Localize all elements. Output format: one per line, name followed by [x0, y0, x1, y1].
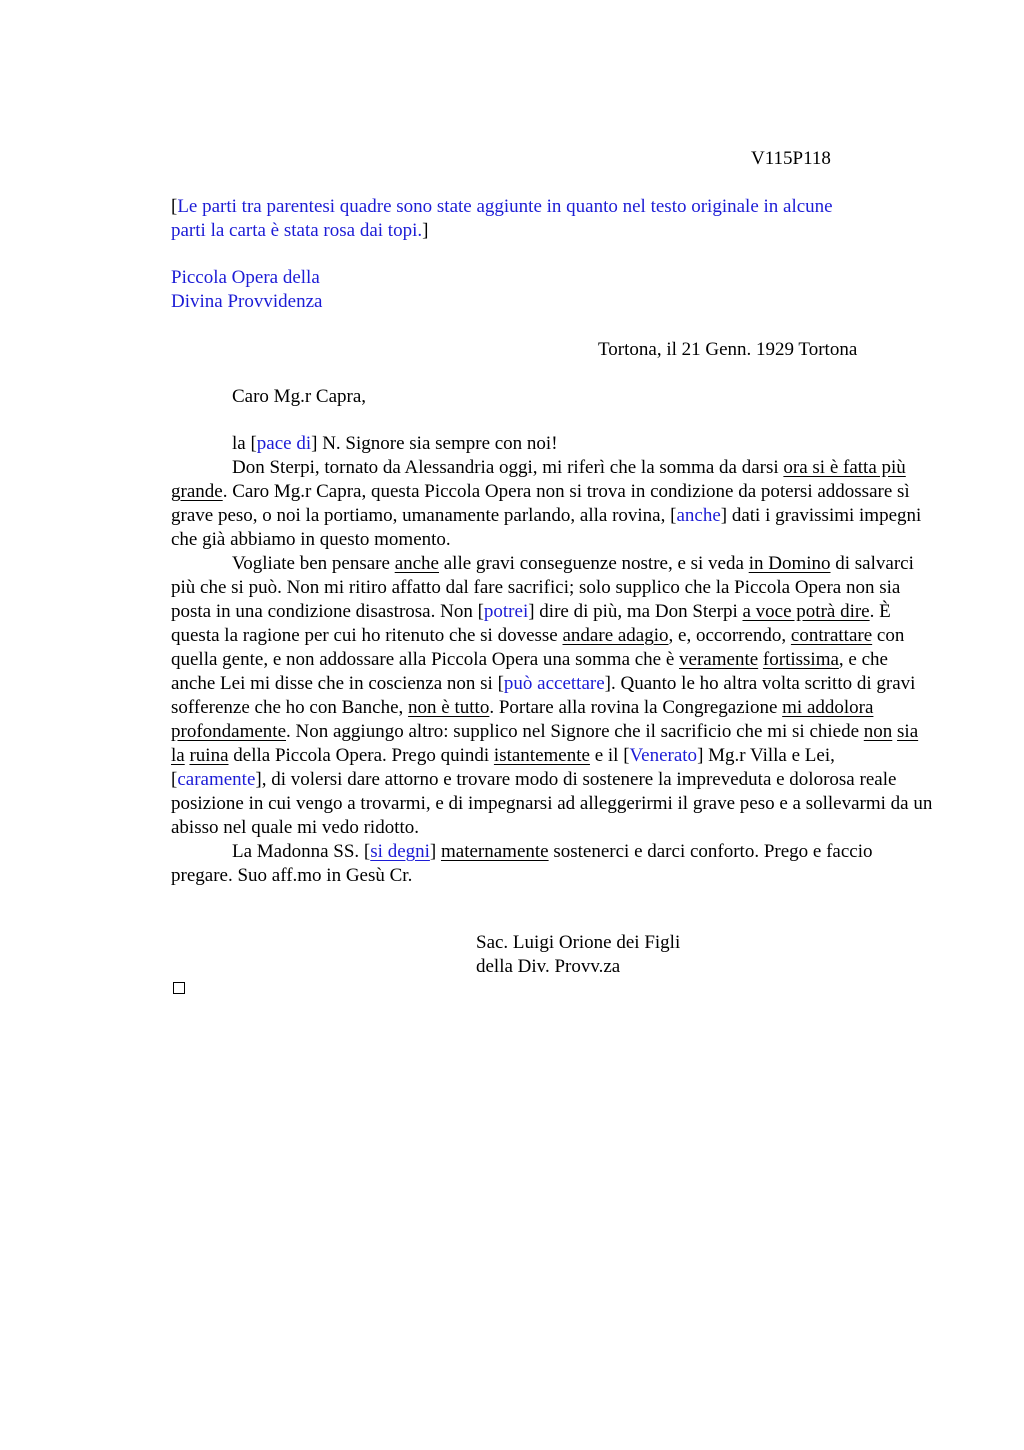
- underlined-text: anche: [394, 553, 439, 574]
- text-run: ] dire di più, ma Don Sterpi: [528, 601, 743, 622]
- text-run: La Madonna SS. [: [232, 841, 371, 862]
- text-run: ] dati i gravissimi impegni che già abbiamo in questo momento.: [171, 505, 922, 550]
- underlined-text: maternamente: [440, 841, 549, 862]
- editorial-insert: pace di: [256, 433, 312, 454]
- place-date: Tortona, il 21 Genn. 1929 Tortona: [598, 339, 858, 360]
- text-run: . Portare alla rovina la Congregazione: [489, 697, 783, 718]
- text-run: . È questa la ragione per cui ho ritenuto che si dovesse: [171, 601, 891, 646]
- text-run: con quella gente, e non addossare alla Piccola Opera una somma che è: [171, 625, 905, 670]
- text-run: . Non aggiungo altro: supplico nel Signore che il sacrificio che mi si chiede: [286, 721, 864, 742]
- editorial-insert: si degni: [370, 841, 430, 862]
- signature: [476, 931, 680, 979]
- editorial-insert: potrei: [483, 601, 529, 622]
- letterhead-line1: Piccola Opera della: [171, 267, 320, 288]
- underlined-text: a voce potrà dire: [742, 601, 870, 622]
- text-run: sostenerci e darci conforto. Prego e faccio pregare. Suo aff.mo in Gesù Cr.: [171, 841, 873, 886]
- underlined-text: veramente: [679, 649, 759, 670]
- editorial-insert: Venerato: [629, 745, 698, 766]
- underlined-text: mi addolora profondamente: [171, 697, 874, 742]
- underlined-text: ora si è fatta più grande: [171, 457, 906, 502]
- text-run: ] N. Signore sia sempre con noi!: [311, 433, 558, 454]
- text-run: Don Sterpi, tornato da Alessandria oggi, mi riferì che la somma da darsi: [232, 457, 784, 478]
- underlined-text: in Domino: [748, 553, 831, 574]
- letterhead-line2: Divina Provvidenza: [171, 291, 323, 312]
- text-run: ] Mg.r Villa e Lei, [: [171, 745, 835, 790]
- text-run: della Piccola Opera. Prego quindi: [228, 745, 494, 766]
- editor-note-text-line2: parti la carta è stata rosa dai topi.: [171, 220, 423, 241]
- editor-note-open-bracket: [: [171, 196, 178, 217]
- paragraph-4: [171, 840, 933, 888]
- editorial-insert: anche: [676, 505, 721, 526]
- underlined-text: non: [863, 721, 893, 742]
- text-run: e il [: [589, 745, 630, 766]
- underlined-text: contrattare: [790, 625, 873, 646]
- text-run: Vogliate ben pensare: [232, 553, 395, 574]
- text-run: . Caro Mg.r Capra, questa Piccola Opera non si trova in condizione da potersi addossare sì grave peso, o noi la portiamo, umanamente parlando, alla rovina, [: [171, 481, 910, 526]
- underlined-text: ruina: [189, 745, 229, 766]
- signature-line2: della Div. Provv.za: [476, 956, 621, 977]
- text-run: ]: [429, 841, 441, 862]
- text-run: , e, occorrendo,: [668, 625, 791, 646]
- paragraph-3: [171, 552, 933, 840]
- underlined-text: la: [171, 745, 185, 766]
- document-reference: V115P118: [751, 148, 831, 169]
- editorial-insert: caramente: [177, 769, 256, 790]
- paragraph-2: [171, 456, 933, 552]
- underlined-text: fortissima: [762, 649, 839, 670]
- text-run: ]. Quanto le ho altra volta scritto di gravi sofferenze che ho con Banche,: [171, 673, 916, 718]
- salutation: Caro Mg.r Capra,: [232, 386, 367, 407]
- editor-note-text-line1: Le parti tra parentesi quadre sono state aggiunte in quanto nel testo originale in alcune: [177, 196, 833, 217]
- underlined-text: non è tutto: [408, 697, 490, 718]
- text-run: di salvarci più che si può. Non mi ritiro affatto dal fare sacrifici; solo supplico che la Piccola Opera non sia posta in una condizione disastrosa. Non [: [171, 553, 914, 622]
- letterhead: [171, 266, 322, 314]
- signature-line1: Sac. Luigi Orione dei Figli: [476, 932, 681, 953]
- editor-note: [171, 195, 833, 243]
- text-run: la [: [232, 433, 257, 454]
- text-run: , e che anche Lei mi disse che in coscienza non si [: [171, 649, 888, 694]
- letter-body: [171, 432, 933, 888]
- text-run: ], di volersi dare attorno e trovare modo di sostenere la impreveduta e dolorosa reale posizione in cui vengo a trovarmi, e di impegnarsi ad alleggerirmi il grave peso e a sollevarmi da un abisso nel quale mi vedo ridotto.: [171, 769, 933, 838]
- checkbox-icon: [173, 982, 185, 994]
- underlined-text: andare adagio: [562, 625, 669, 646]
- underlined-text: sia: [897, 721, 919, 742]
- editor-note-close-bracket: ]: [422, 220, 429, 241]
- text-run: alle gravi conseguenze nostre, e si veda: [439, 553, 749, 574]
- editorial-insert: può accettare: [503, 673, 605, 694]
- underlined-text: istantemente: [493, 745, 590, 766]
- paragraph-1: [171, 432, 933, 456]
